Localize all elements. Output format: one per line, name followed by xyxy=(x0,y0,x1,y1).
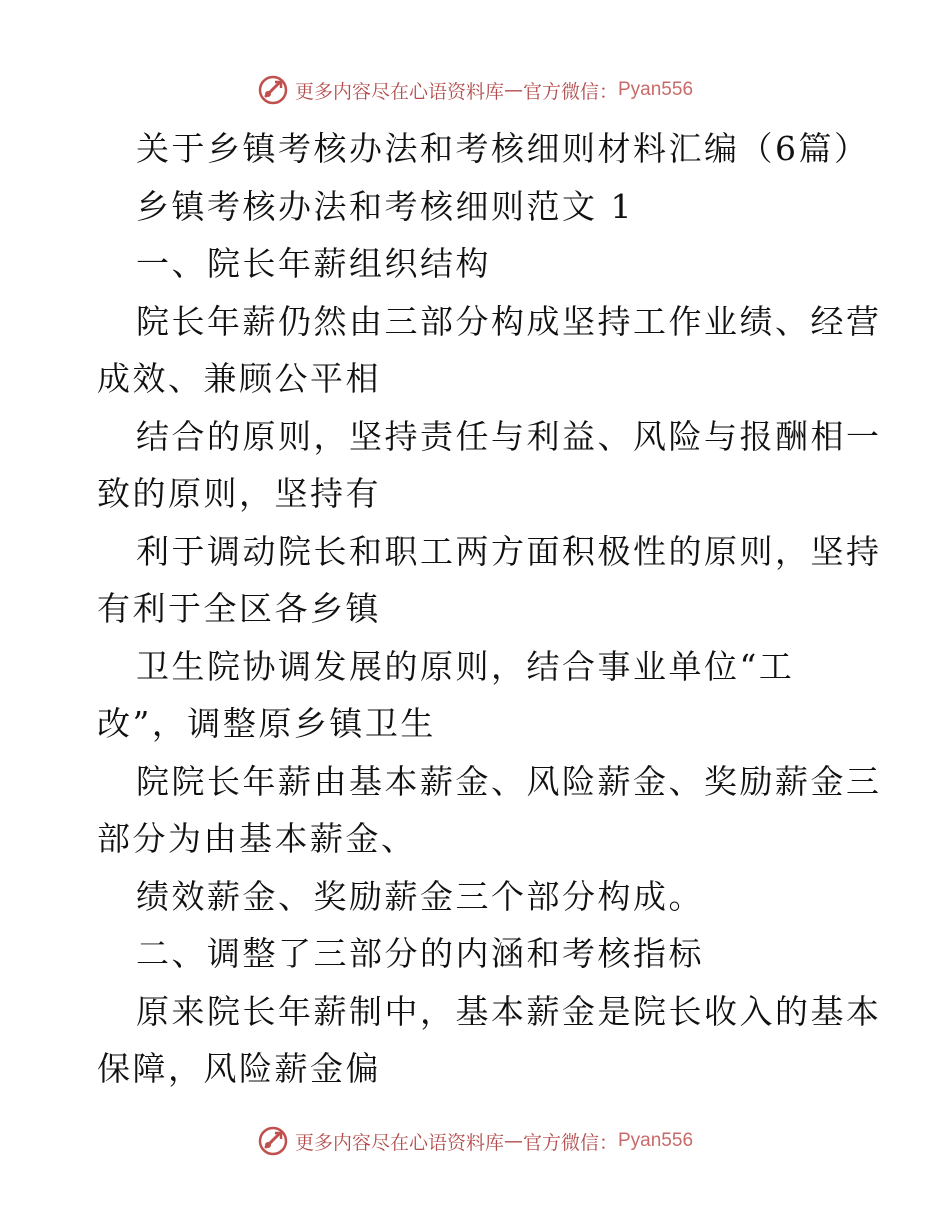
watermark-wechat-id: Pyan556 xyxy=(618,79,694,100)
watermark-text: 更多内容尽在心语资料库 xyxy=(294,80,504,103)
paragraph-line: 原来院长年薪制中，基本薪金是院长收入的基本 xyxy=(136,991,882,1031)
paragraph-line: 绩效薪金、奖励薪金三个部分构成。 xyxy=(136,876,704,916)
paragraph-line: 部分为由基本薪金、 xyxy=(97,819,417,858)
paragraph-line: 致的原则，坚持有 xyxy=(97,474,381,513)
document-body xyxy=(97,120,882,1098)
paragraph-line: 利于调动院长和职工两方面积极性的原则，坚持 xyxy=(136,531,882,571)
document-title: 关于乡镇考核办法和考核细则材料汇编（6篇） xyxy=(136,129,870,168)
watermark-separator: — xyxy=(503,79,523,101)
paragraph-line: 卫生院协调发展的原则，结合事业单位“工 xyxy=(136,646,795,686)
paragraph-line: 院长年薪仍然由三部分构成坚持工作业绩、经营 xyxy=(136,301,882,341)
brand-logo-icon xyxy=(257,74,289,106)
brand-logo-icon xyxy=(257,1125,289,1157)
paragraph-line: 结合的原则，坚持责任与利益、风险与报酬相一 xyxy=(136,416,882,456)
subsection-heading: 一、院长年薪组织结构 xyxy=(136,244,491,283)
watermark-wechat-label: 官方微信： xyxy=(522,80,618,103)
watermark-separator: — xyxy=(503,1130,523,1152)
section-heading: 乡镇考核办法和考核细则范文 1 xyxy=(136,186,634,226)
footer-watermark xyxy=(0,1121,950,1161)
paragraph-line: 保障，风险薪金偏 xyxy=(97,1049,381,1088)
paragraph-line: 成效、兼顾公平相 xyxy=(97,359,381,398)
watermark-wechat-id: Pyan556 xyxy=(618,1130,694,1151)
header-watermark xyxy=(0,70,950,110)
watermark-wechat-label: 官方微信： xyxy=(522,1131,618,1154)
paragraph-line: 院院长年薪由基本薪金、风险薪金、奖励薪金三 xyxy=(136,761,882,801)
paragraph-line: 改”，调整原乡镇卫生 xyxy=(97,704,436,743)
subsection-heading: 二、调整了三部分的内涵和考核指标 xyxy=(136,934,704,973)
paragraph-line: 有利于全区各乡镇 xyxy=(97,589,381,628)
watermark-text: 更多内容尽在心语资料库 xyxy=(294,1131,504,1154)
